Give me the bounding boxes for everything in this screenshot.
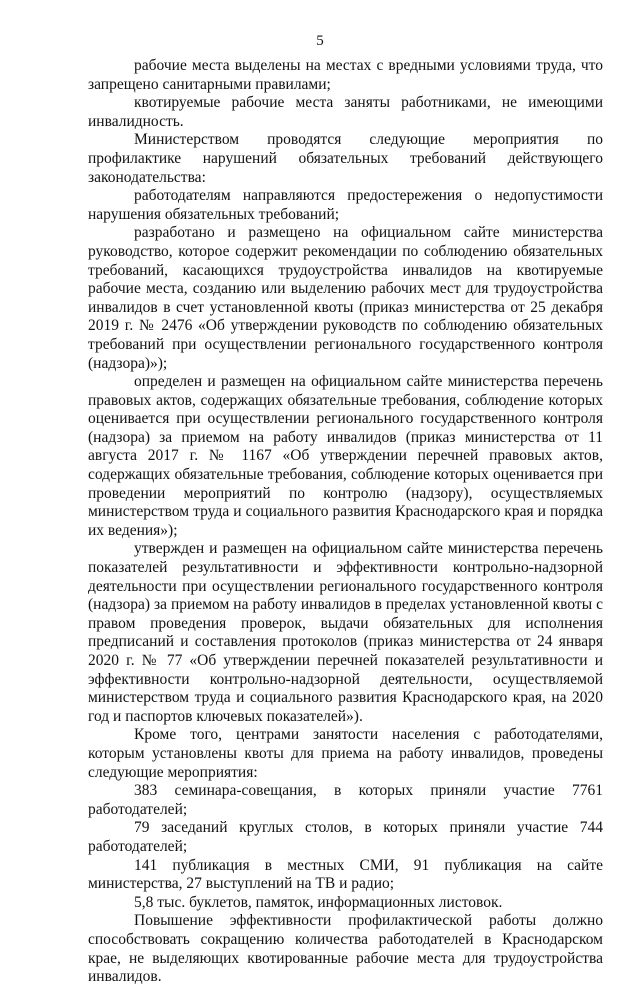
paragraph: 141 публикация в местных СМИ, 91 публикация на сайте министерства, 27 выступлений на ТВ и радио; (88, 856, 603, 893)
paragraph: Повышение эффективности профилактической работы должно способствовать сокращению количества работодателей в Краснодарском крае, не выделяющих квотированные рабочие места для трудоустройства инвалидов. (88, 912, 603, 986)
paragraph: утвержден и размещен на официальном сайте министерства перечень показателей результативности и эффективности контрольно-надзорной деятельности при осуществлении регионального государственного контроля (надзора) за приемом на работу инвалидов в пределах установленной квоты с правом проведения проверок, выдачи обязательных для исполнения предписаний и составления протоколов (приказ министерства от 24 января 2020 г. № 77 «Об утверждении перечней показателей результативности и эффективности контрольно-надзорной деятельности, осуществляемой министерством труда и социального развития Краснодарского края, на 2020 год и паспортов ключевых показателей»). (88, 540, 603, 725)
paragraph: работодателям направляются предостережения о недопустимости нарушения обязательных требований; (88, 187, 603, 223)
paragraph: 383 семинара-совещания, в которых приняли участие 7761 работодателей; (88, 782, 603, 818)
page-number: 5 (316, 33, 324, 49)
paragraph: разработано и размещено на официальном сайте министерства руководство, которое содержит рекомендации по соблюдению обязательных требований, касающихся трудоустройства инвалидов на квотируемые рабочие места, созданию или выделению рабочих мест для трудоустройства инвалидов в счет установленной квоты (приказ министерства от 25 декабря 2019 г. № 2476 «Об утверждении руководств по соблюдению обязательных требований при осуществлении регионального государственного контроля (надзора)»); (88, 224, 603, 372)
paragraph: 5,8 тыс. буклетов, памяток, информационных листовок. (134, 893, 503, 911)
paragraph: Кроме того, центрами занятости населения с работодателями, которым установлены квоты для приема на работу инвалидов, проведены следующие мероприятия: (88, 726, 603, 781)
paragraph: квотируемые рабочие места заняты работниками, не имеющими инвалидность. (88, 94, 603, 130)
paragraph: Министерством проводятся следующие мероприятия по профилактике нарушений обязательных требований действующего законодательства: (88, 131, 603, 186)
paragraph: 79 заседаний круглых столов, в которых приняли участие 744 работодателей; (88, 819, 603, 855)
paragraph: определен и размещен на официальном сайте министерства перечень правовых актов, содержащих обязательные требования, соблюдение которых оценивается при осуществлении регионального государственного контроля (надзора) за приемом на работу инвалидов (приказ министерства от 11 августа 2017 г. № 1167 «Об утверждении перечней правовых актов, содержащих обязательные требования, соблюдение которых оценивается при проведении мероприятий по контролю (надзору), осуществляемых министерством труда и социального развития Краснодарского края и порядка их ведения»); (88, 373, 603, 539)
paragraph: рабочие места выделены на местах с вредными условиями труда, что запрещено санитарными правилами; (88, 57, 603, 93)
document-body (88, 57, 603, 987)
